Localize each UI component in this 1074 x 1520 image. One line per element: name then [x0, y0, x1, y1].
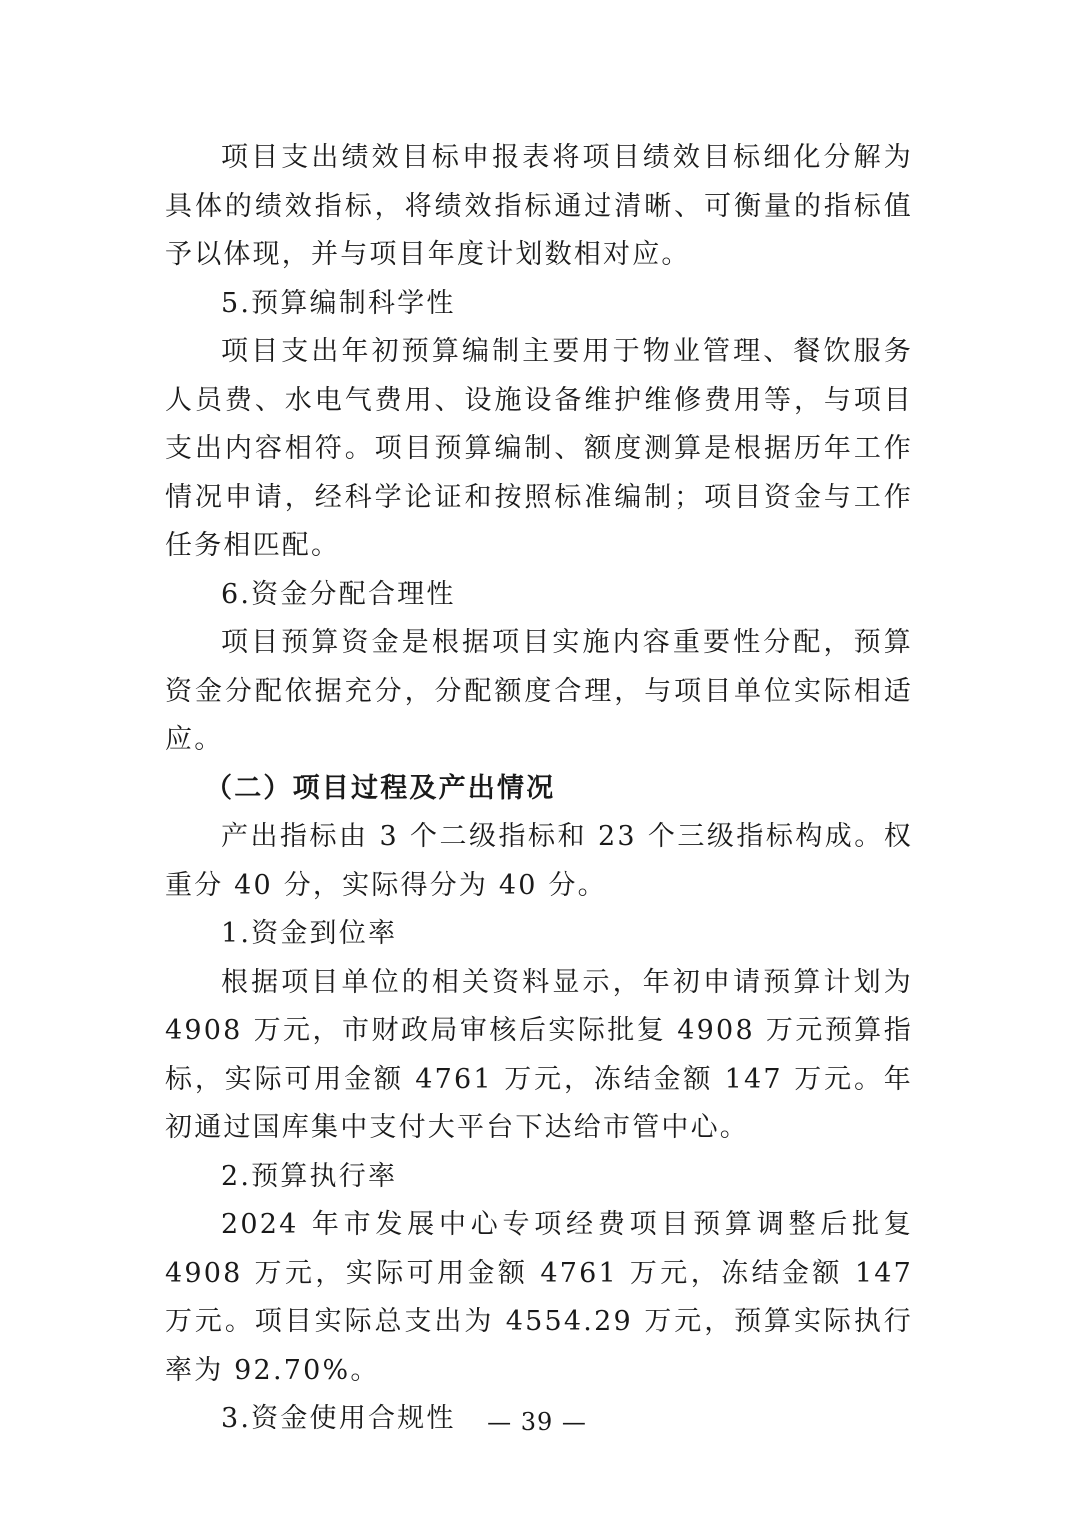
heading-budget-execution-rate: 2.预算执行率 — [221, 1160, 398, 1192]
body-text — [165, 134, 913, 1444]
paragraph-output-indicators: 产出指标由 3 个二级指标和 23 个三级指标构成。权重分 40 分，实际得分为 40 分。 — [165, 821, 913, 901]
paragraph-fund-arrival-rate: 根据项目单位的相关资料显示，年初申请预算计划为 4908 万元，市财政局审核后实际批复 4908 万元预算指标，实际可用金额 4761 万元，冻结金额 147 万元。年初通过国库集中支付大平台下达给市管中心。 — [165, 966, 913, 1143]
heading-fund-compliance: 3.资金使用合规性 — [221, 1403, 456, 1434]
heading-fund-arrival-rate: 1.资金到位率 — [221, 918, 398, 949]
paragraph-performance-targets: 项目支出绩效目标申报表将项目绩效目标细化分解为具体的绩效指标，将绩效指标通过清晰、可衡量的指标值予以体现，并与项目年度计划数相对应。 — [165, 142, 913, 270]
paragraph-fund-allocation: 项目预算资金是根据项目实施内容重要性分配，预算资金分配依据充分，分配额度合理，与项目单位实际相适应。 — [165, 627, 913, 755]
heading-budget-compilation: 5.预算编制科学性 — [221, 287, 456, 319]
page-number: — 39 — — [487, 1408, 587, 1436]
paragraph-budget-execution-rate: 2024 年市发展中心专项经费项目预算调整后批复 4908 万元，实际可用金额 4761 万元，冻结金额 147 万元。项目实际总支出为 4554.29 万元，预算实际执行率为 92.70%。 — [165, 1209, 913, 1386]
paragraph-budget-compilation: 项目支出年初预算编制主要用于物业管理、餐饮服务人员费、水电气费用、设施设备维护维修费用等，与项目支出内容相符。项目预算编制、额度测算是根据历年工作情况申请，经科学论证和按照标准编制；项目资金与工作任务相匹配。 — [165, 336, 913, 561]
heading-fund-allocation: 6.资金分配合理性 — [221, 578, 456, 610]
heading-process-output: （二）项目过程及产出情况 — [205, 772, 556, 804]
